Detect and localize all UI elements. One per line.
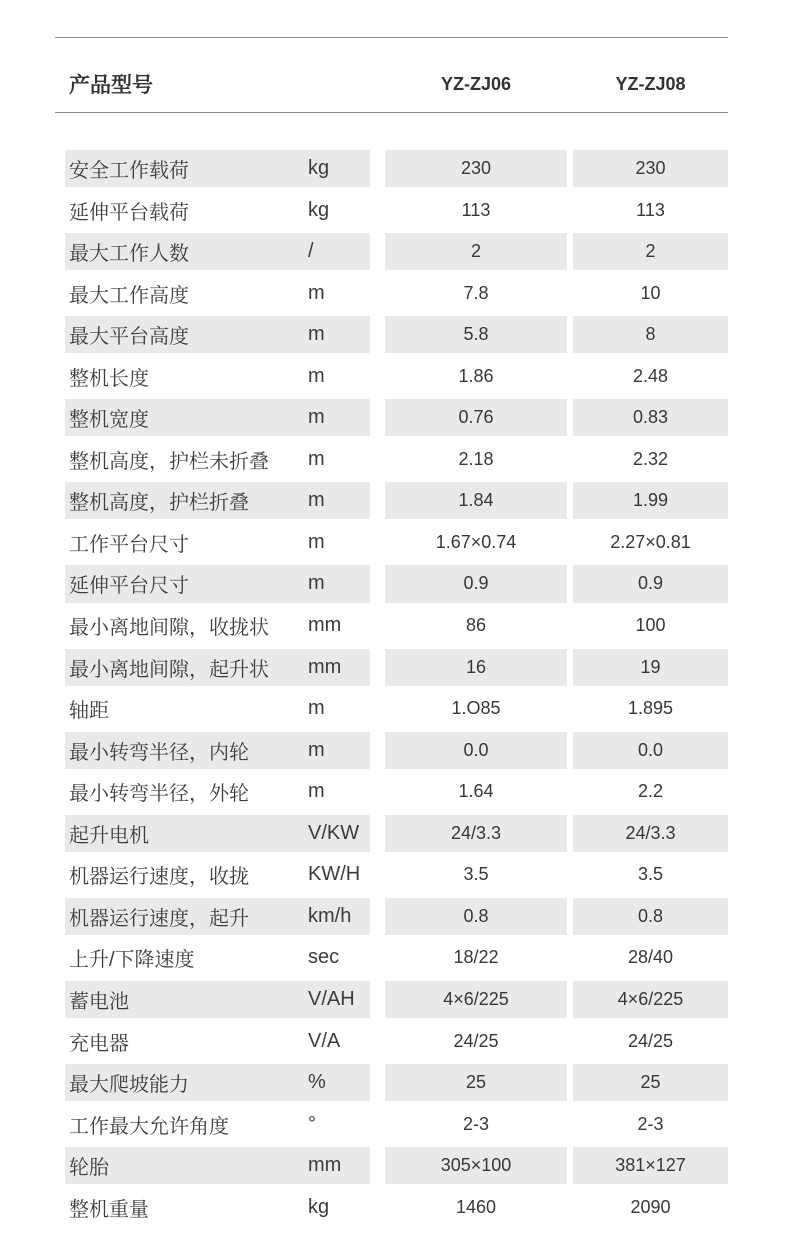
spec-label-cell [65,399,370,436]
spec-value-model2: 0.9 [637,573,664,594]
table-row [55,813,728,855]
spec-label-cell [65,482,370,519]
table-row [55,647,728,689]
table-row [55,1104,728,1146]
spec-label: 延伸平台载荷 [69,201,189,224]
spec-value-cell-model1 [385,150,567,187]
spec-unit: m [308,364,325,387]
spec-value-cell-model1 [385,441,567,478]
spec-label: 轮胎 [69,1157,109,1180]
spec-value-model1: 113 [461,199,491,220]
spec-unit: m [308,530,325,553]
spec-label-cell [65,1106,370,1143]
table-row [55,522,728,564]
spec-value-cell-model2 [573,1147,728,1184]
spec-value-model1: 0.9 [463,573,489,594]
spec-value-model1: 1.84 [458,490,494,511]
column-gap [370,856,385,893]
spec-label: 整机长度 [69,367,149,390]
spec-value-cell-model2 [573,773,728,810]
spec-value-cell-model2 [573,649,728,686]
table-row [55,1062,728,1104]
spec-value-model1: 5.8 [463,324,489,345]
spec-value-model1: 3.5 [463,864,489,885]
table-header-row [55,37,728,113]
spec-value-cell-model2 [573,358,728,395]
spec-unit: m [308,572,325,595]
spec-value-cell-model2 [573,1189,728,1226]
spec-value-model2: 2.32 [632,448,669,469]
spec-unit: sec [308,946,340,969]
column-gap [370,316,385,353]
spec-value-model2: 381×127 [615,1155,686,1176]
spec-value-model2: 2-3 [637,1113,664,1134]
spec-value-model2: 10 [640,282,661,303]
spec-value-model2: 230 [635,158,666,179]
spec-label-cell [65,524,370,561]
spec-value-model1: 1.67×0.74 [435,531,517,552]
spec-value-model1: 24/3.3 [450,822,502,843]
header-model-1: YZ-ZJ06 [440,73,512,94]
spec-label-cell [65,275,370,312]
spec-label: 机器运行速度，收拢 [69,866,249,889]
spec-value-cell-model2 [573,399,728,436]
spec-label: 最小离地间隙，收拢状 [69,617,269,640]
spec-label: 最大工作高度 [69,284,189,307]
spec-unit: / [308,240,314,263]
spec-value-cell-model2 [573,939,728,976]
spec-value-model2: 0.0 [637,739,664,760]
spec-label-cell [65,565,370,602]
spec-label: 最小转弯半径，内轮 [69,741,249,764]
spec-value-cell-model2 [573,482,728,519]
spec-unit: m [308,697,325,720]
spec-label-cell [65,981,370,1018]
spec-value-model1: 25 [465,1072,487,1093]
spec-value-model1: 305×100 [440,1155,512,1176]
table-row [55,314,728,356]
column-gap [370,690,385,727]
spec-value-cell-model2 [573,981,728,1018]
spec-label: 起升电机 [69,824,149,847]
spec-unit: kg [308,1195,330,1218]
table-row [55,439,728,481]
spec-label-cell [65,358,370,395]
spec-label: 最小离地间隙，起升状 [69,658,269,681]
spec-value-model2: 2.48 [632,365,669,386]
spec-table-body [55,148,728,1228]
column-gap [370,150,385,187]
column-gap [370,441,385,478]
spec-value-model1: 0.76 [458,407,494,428]
spec-value-cell-model2 [573,856,728,893]
spec-value-cell-model1 [385,275,567,312]
spec-unit: mm [308,614,342,637]
spec-unit: kg [308,198,330,221]
spec-label: 最大工作人数 [69,243,189,266]
spec-value-model1: 0.0 [463,739,489,760]
spec-value-model2: 0.83 [632,407,669,428]
spec-unit: kg [308,157,330,180]
spec-value-cell-model1 [385,856,567,893]
spec-value-cell-model1 [385,524,567,561]
column-gap [370,607,385,644]
column-gap [370,773,385,810]
spec-label-cell [65,1022,370,1059]
spec-value-model2: 28/40 [627,947,674,968]
table-row [55,937,728,979]
spec-unit: m [308,281,325,304]
spec-value-model1: 1460 [455,1196,497,1217]
spec-value-cell-model1 [385,607,567,644]
table-row [55,231,728,273]
spec-value-cell-model1 [385,565,567,602]
spec-value-cell-model2 [573,607,728,644]
spec-value-cell-model1 [385,939,567,976]
spec-value-cell-model2 [573,1106,728,1143]
table-row [55,1020,728,1062]
column-gap [370,898,385,935]
column-gap [370,939,385,976]
spec-unit: V/KW [308,821,360,844]
spec-value-cell-model1 [385,981,567,1018]
spec-value-model2: 113 [636,199,665,220]
spec-label: 延伸平台尺寸 [69,575,189,598]
spec-label-cell [65,732,370,769]
spec-value-model2: 19 [640,656,661,677]
spec-value-model1: 230 [460,158,492,179]
spec-value-cell-model1 [385,482,567,519]
column-gap [370,524,385,561]
spec-unit: V/A [308,1029,341,1052]
spec-value-model2: 0.8 [637,905,664,926]
spec-label-cell [65,316,370,353]
spec-value-model2: 2.2 [637,781,664,802]
column-gap [370,358,385,395]
spec-value-model2: 25 [640,1072,661,1093]
spec-label-cell [65,773,370,810]
spec-label: 蓄电池 [69,990,129,1013]
spec-value-model1: 16 [465,656,487,677]
spec-label: 工作最大允许角度 [69,1115,229,1138]
table-row [55,854,728,896]
spec-label-cell [65,1147,370,1184]
column-gap [370,732,385,769]
spec-value-cell-model2 [573,565,728,602]
spec-unit: m [308,323,325,346]
table-row [55,563,728,605]
spec-label-cell [65,1064,370,1101]
spec-value-model2: 1.895 [627,698,674,719]
spec-value-cell-model1 [385,1147,567,1184]
spec-value-model1: 1.O85 [451,698,501,719]
spec-value-cell-model1 [385,815,567,852]
spec-value-cell-model2 [573,150,728,187]
column-gap [370,649,385,686]
spec-label: 整机高度，护栏折叠 [69,492,249,515]
spec-label-cell [65,441,370,478]
column-gap [370,815,385,852]
table-row [55,1187,728,1229]
spec-label-cell [65,690,370,727]
spec-value-cell-model2 [573,1064,728,1101]
spec-value-cell-model2 [573,524,728,561]
table-row [55,688,728,730]
spec-value-cell-model1 [385,358,567,395]
spec-unit: m [308,780,325,803]
spec-value-model2: 100 [635,615,666,636]
table-row [55,190,728,232]
spec-value-cell-model2 [573,898,728,935]
table-row [55,480,728,522]
spec-value-model1: 7.8 [463,282,489,303]
spec-value-cell-model2 [573,441,728,478]
spec-label: 上升/下降速度 [69,949,195,972]
table-row [55,896,728,938]
spec-value-cell-model1 [385,233,567,270]
spec-label-cell [65,233,370,270]
spec-value-model1: 86 [465,615,487,636]
spec-value-model1: 0.8 [463,905,489,926]
spec-unit: m [308,447,325,470]
spec-value-cell-model2 [573,690,728,727]
spec-value-model2: 1.99 [632,490,669,511]
spec-label-cell [65,898,370,935]
table-row [55,397,728,439]
table-row [55,1145,728,1187]
product-spec-table [55,37,728,1228]
spec-value-model2: 4×6/225 [617,988,684,1009]
spec-value-cell-model1 [385,649,567,686]
spec-label-cell [65,607,370,644]
spec-value-cell-model2 [573,815,728,852]
column-gap [370,1106,385,1143]
header-product-model-label: 产品型号 [69,74,153,97]
table-row [55,148,728,190]
spec-value-model1: 2 [470,241,481,262]
spec-value-model2: 24/25 [627,1030,674,1051]
spec-value-cell-model1 [385,898,567,935]
spec-label: 充电器 [69,1032,129,1055]
spec-label-cell [65,649,370,686]
spec-label: 整机重量 [69,1198,149,1221]
table-row [55,605,728,647]
column-gap [370,275,385,312]
spec-value-cell-model2 [573,192,728,229]
spec-value-model2: 24/3.3 [625,822,676,843]
table-row [55,979,728,1021]
spec-unit: V/AH [308,987,355,1010]
spec-label: 工作平台尺寸 [69,533,189,556]
spec-unit: m [308,406,325,429]
spec-value-model2: 8 [645,324,656,345]
spec-value-cell-model2 [573,316,728,353]
spec-unit: % [308,1071,326,1094]
spec-label: 轴距 [69,700,109,723]
spec-value-cell-model1 [385,732,567,769]
column-gap [370,1189,385,1226]
spec-label-cell [65,856,370,893]
spec-value-model2: 2 [645,241,656,262]
column-gap [370,1022,385,1059]
spec-label: 整机宽度 [69,409,149,432]
column-gap [370,981,385,1018]
spec-value-cell-model1 [385,1022,567,1059]
spec-label-cell [65,150,370,187]
table-row [55,273,728,315]
spec-value-cell-model1 [385,1189,567,1226]
spec-value-cell-model1 [385,1106,567,1143]
spec-label: 整机高度，护栏未折叠 [69,450,269,473]
table-row [55,771,728,813]
spec-unit: KW/H [308,863,361,886]
spec-label-cell [65,1189,370,1226]
spec-unit: km/h [308,904,352,927]
spec-value-cell-model1 [385,316,567,353]
column-gap [370,233,385,270]
spec-unit: ° [308,1112,316,1135]
table-row [55,730,728,772]
column-gap [370,1147,385,1184]
spec-value-model2: 3.5 [637,864,664,885]
spec-value-model1: 18/22 [453,947,499,968]
spec-value-cell-model1 [385,690,567,727]
spec-value-cell-model2 [573,732,728,769]
spec-value-cell-model2 [573,275,728,312]
spec-label: 最小转弯半径，外轮 [69,783,249,806]
spec-value-cell-model1 [385,399,567,436]
spec-unit: m [308,738,325,761]
spec-label: 安全工作载荷 [69,160,189,183]
column-gap [370,399,385,436]
column-gap [370,192,385,229]
spec-value-model1: 1.86 [458,365,494,386]
spec-label-cell [65,939,370,976]
spec-value-model1: 1.64 [458,781,494,802]
spec-value-model1: 2.18 [458,448,494,469]
spec-value-model1: 4×6/225 [443,988,509,1009]
spec-unit: mm [308,1154,342,1177]
column-gap [370,565,385,602]
spec-value-model2: 2.27×0.81 [610,531,691,552]
header-model-2: YZ-ZJ08 [615,73,686,94]
spec-label: 最大爬坡能力 [69,1074,189,1097]
spec-value-cell-model1 [385,192,567,229]
spec-value-cell-model2 [573,1022,728,1059]
table-row [55,356,728,398]
spec-label-cell [65,192,370,229]
column-gap [370,1064,385,1101]
spec-label: 机器运行速度，起升 [69,907,249,930]
spec-value-model2: 2090 [630,1196,671,1217]
column-gap [370,482,385,519]
spec-value-model1: 24/25 [453,1030,499,1051]
spec-label: 最大平台高度 [69,326,189,349]
spec-value-cell-model1 [385,773,567,810]
spec-unit: m [308,489,325,512]
spec-value-model1: 2-3 [462,1113,489,1134]
spec-label-cell [65,815,370,852]
spec-value-cell-model2 [573,233,728,270]
spec-unit: mm [308,655,342,678]
spec-value-cell-model1 [385,1064,567,1101]
